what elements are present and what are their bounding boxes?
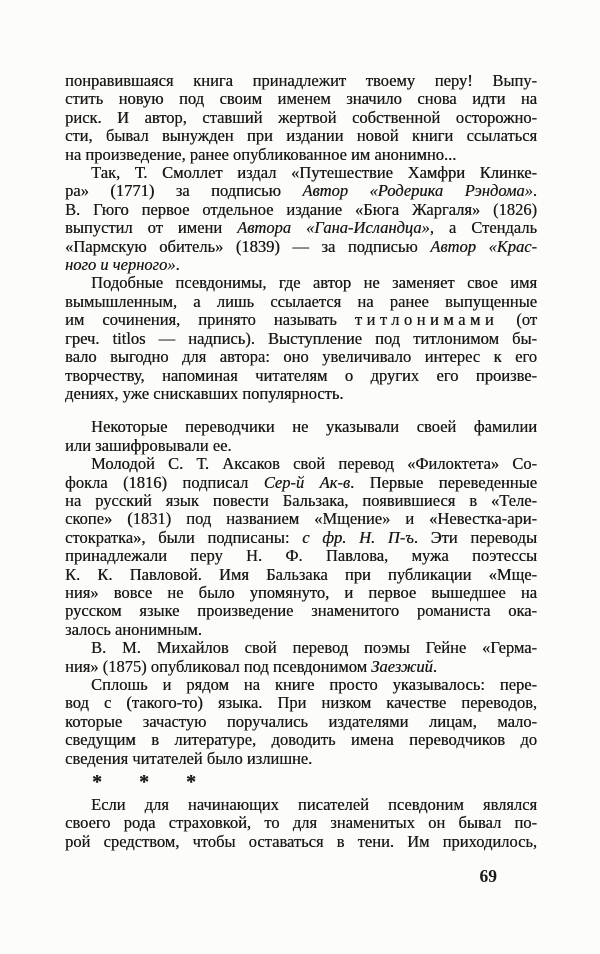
text-segment: вод с (такого-то) языка. При низком качестве переводов, xyxy=(65,693,537,713)
text-segment: на произведение, ранее опубликованное им анонимно... xyxy=(65,144,457,164)
text-segment: творчеству, напоминая читателям о других его произве- xyxy=(65,365,537,385)
text-line xyxy=(65,293,537,311)
text-segment: рой средством, чтобы оставаться в тени. Им приходилось, xyxy=(65,831,537,851)
text-line xyxy=(65,566,537,584)
text-line xyxy=(65,492,537,510)
text-segment: своего рода страховкой, то для знаменитых он бывал по- xyxy=(65,813,537,833)
text-line xyxy=(65,127,537,145)
text-line xyxy=(65,367,537,385)
text-segment: Подобные псевдонимы, где автор не заменяет свое имя xyxy=(91,273,537,293)
text-line xyxy=(65,731,537,749)
text-segment: выпустил от имени xyxy=(65,218,238,238)
italic-text-segment: Автор «Крас- xyxy=(430,236,537,256)
italic-text-segment: Автора «Гана-Исландца» xyxy=(237,218,430,238)
text-segment: . xyxy=(175,255,180,275)
text-line xyxy=(65,256,537,274)
text-line xyxy=(65,584,537,602)
letterspaced-text-segment: титлонимами xyxy=(354,310,499,330)
text-segment: (от xyxy=(498,310,537,330)
text-segment: Так, Т. Смоллет издал «Путешествие Хамфри Клинке- xyxy=(91,163,537,183)
text-segment: риск. И автор, ставший жертвой собственной осторожно- xyxy=(65,107,537,127)
text-segment: греч. titlos — надпись). Выступление под титлонимом бы- xyxy=(65,328,537,348)
text-segment: сведения читателей было излишне. xyxy=(65,748,313,768)
text-line xyxy=(65,311,537,329)
text-line xyxy=(65,796,537,814)
text-line xyxy=(65,219,537,237)
text-line xyxy=(65,385,537,403)
text-line xyxy=(65,72,537,90)
text-segment: стить новую под своим именем значило снова идти на xyxy=(65,89,537,109)
text-segment: вымышленным, а лишь ссылается на ранее выпущенные xyxy=(65,291,537,311)
text-line xyxy=(65,510,537,528)
text-segment: которые зачастую поручались издателями лицам, мало- xyxy=(65,711,537,731)
text-line xyxy=(65,109,537,127)
text-segment: залось анонимным. xyxy=(65,619,202,639)
text-segment: ния» вовсе не было упомянуто, и первое вышедшее на xyxy=(65,582,537,602)
text-line xyxy=(65,814,537,832)
text-line xyxy=(65,658,537,676)
section-separator: * * * xyxy=(92,771,212,794)
text-line xyxy=(65,750,537,768)
text-line xyxy=(65,621,537,639)
text-line xyxy=(65,602,537,620)
text-segment: . xyxy=(432,656,437,676)
text-segment: на русский язык повести Бальзака, появившиеся в «Теле- xyxy=(65,490,537,510)
text-segment: Молодой С. Т. Аксаков свой перевод «Филоктета» Со- xyxy=(91,454,537,474)
text-segment: Если для начинающих писателей псевдоним являлся xyxy=(91,795,537,815)
text-segment: . Первые переведенные xyxy=(350,472,537,492)
text-segment: . Эти переводы xyxy=(413,527,537,547)
text-segment: вало выгодно для автора: оно увеличивало интерес к его xyxy=(65,347,537,367)
text-segment: В. М. Михайлов свой перевод поэмы Гейне «Герма- xyxy=(91,638,537,658)
text-segment: В. Гюго первое отдельное издание «Бюга Жаргаля» (1826) xyxy=(65,199,537,219)
text-line xyxy=(65,833,537,851)
text-line xyxy=(65,437,537,455)
text-line xyxy=(65,694,537,712)
text-line xyxy=(65,529,537,547)
text-line xyxy=(65,639,537,657)
text-segment: . xyxy=(532,181,537,201)
text-segment: или зашифровывали ее. xyxy=(65,435,232,455)
text-segment: ра» (1771) за подписью xyxy=(65,181,303,201)
text-segment: Сплошь и рядом на книге просто указывалось: пере- xyxy=(91,675,537,694)
text-segment: ния» (1875) опубликовал под псевдонимом xyxy=(65,656,372,676)
text-line xyxy=(65,547,537,565)
text-line xyxy=(65,455,537,473)
text-segment: им сочинения, принято называть xyxy=(65,310,355,330)
italic-text-segment: ного и черного» xyxy=(65,255,176,275)
text-segment: сти, бывал вынужден при издании новой книги ссылаться xyxy=(65,126,537,146)
text-segment: принадлежали перу Н. Ф. Павлова, мужа поэтессы xyxy=(65,546,537,566)
text-line xyxy=(65,201,537,219)
text-segment: , а Стендаль xyxy=(429,218,537,238)
text-line xyxy=(65,474,537,492)
text-line xyxy=(65,274,537,292)
italic-text-segment: с фр. Н. П-ъ xyxy=(302,527,414,547)
text-segment: стократка», были подписаны: xyxy=(65,527,303,547)
italic-text-segment: Сер-й Ак-в xyxy=(263,472,351,492)
text-segment: фокла (1816) подписал xyxy=(65,472,264,492)
text-line xyxy=(65,676,537,694)
page-number: 69 xyxy=(479,866,497,886)
text-line xyxy=(65,182,537,200)
text-line xyxy=(65,713,537,731)
text-segment: скопе» (1831) под названием «Мщение» и «Невестка-ари- xyxy=(65,509,537,529)
text-line xyxy=(65,146,537,164)
text-line xyxy=(65,90,537,108)
italic-text-segment: Автор «Родерика Рэндома» xyxy=(302,181,533,201)
text-segment: русском языке произведение знаменитого романиста ока- xyxy=(65,601,537,621)
text-segment: дениях, уже снискавших популярность. xyxy=(65,383,344,403)
text-line xyxy=(65,330,537,348)
text-segment: сведущим в литературе, доводить имена переводчиков до xyxy=(65,730,537,750)
text-segment: К. К. Павловой. Имя Бальзака при публикации «Мще- xyxy=(65,564,537,584)
italic-text-segment: Заезжий xyxy=(371,656,433,676)
text-line xyxy=(65,164,537,182)
text-segment: «Пармскую обитель» (1839) — за подписью xyxy=(65,236,431,256)
text-segment: Некоторые переводчики не указывали своей фамилии xyxy=(91,417,537,437)
text-line xyxy=(65,348,537,366)
text-segment: понравившаяся книга принадлежит твоему перу! Выпу- xyxy=(65,71,537,90)
text-line xyxy=(65,418,537,436)
page-body xyxy=(65,72,537,851)
text-line xyxy=(65,238,537,256)
